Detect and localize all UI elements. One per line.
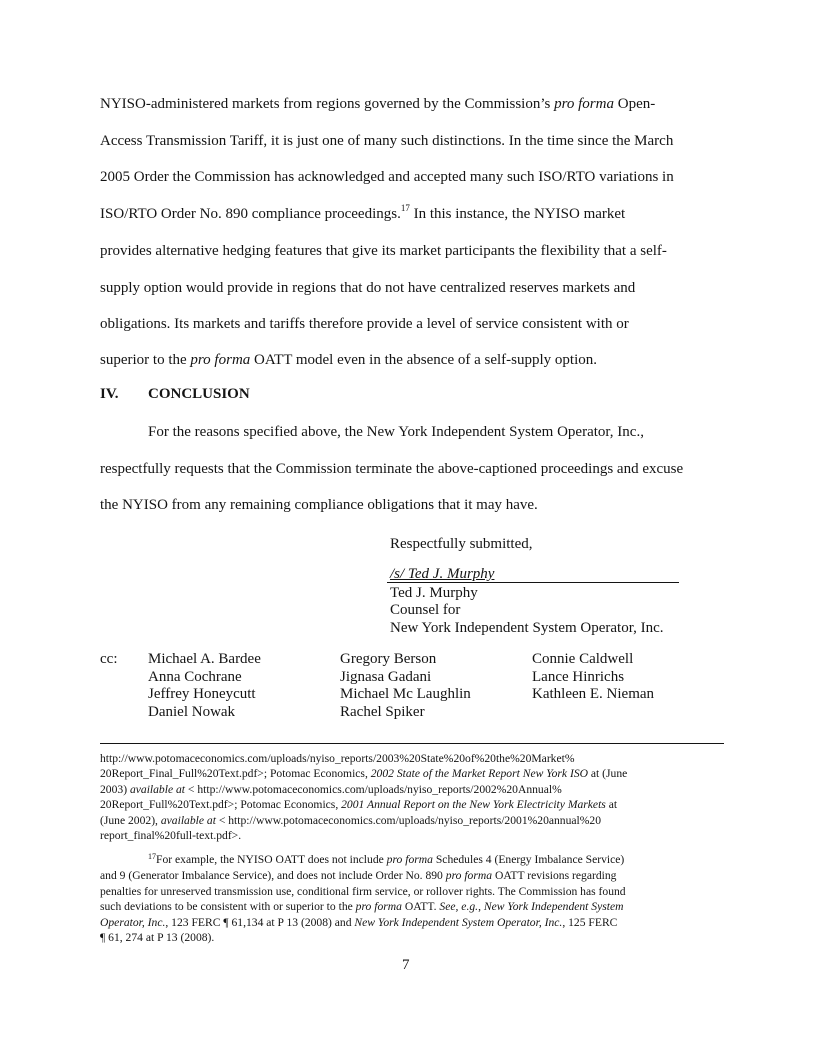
footnote-separator [100,743,724,744]
text-run: report_final%20full-text.pdf>. [100,829,242,843]
cc-recipient: Anna Cochrane [148,668,242,685]
text-run: supply option would provide in regions that do not have centralized reserves markets and [100,280,636,296]
text-run: the NYISO from any remaining compliance obligations that it may have. [100,497,538,513]
text-run: such deviations to be consistent with or superior to the [100,900,356,914]
text-run: 20Report_Final_Full%20Text.pdf>; Potomac Economics, [100,767,371,781]
italic-text: pro forma [190,352,251,368]
italic-text: 2001 Annual Report on the New York Electricity Markets [341,798,606,812]
body-line [100,168,720,186]
closing: Respectfully submitted, [390,536,533,552]
signature-slash: /s/ Ted J. Murphy [390,566,495,582]
text-run: ¶ 61, 274 at P 13 (2008). [100,931,215,945]
italic-text: available at [129,782,186,796]
italic-text: pro forma [386,853,433,866]
text-run: http://www.potomaceconomics.com/uploads/nyiso_reports/2003%20State%20of%20the%20Market% [100,752,575,765]
signer-name: Ted J. Murphy [390,585,478,601]
cc-recipient: Jeffrey Honeycutt [148,686,256,702]
footnote-17 [100,852,724,945]
signer-org: New York Independent System Operator, Inc. [390,620,664,636]
italic-text: New York Independent System Operator, Inc. [354,915,563,929]
section-number: IV. [100,386,119,402]
text-run: 2005 Order the Commission has acknowledged and accepted many such ISO/RTO variations in [100,169,674,185]
footnote-line [100,868,724,883]
text-run: NYISO-administered markets from regions governed by the Commission’s [100,96,555,112]
page-number: 7 [402,957,410,973]
text-run: < http://www.potomaceconomics.com/uploads/nyiso_reports/2001%20annual%20 [215,813,602,827]
italic-text: See, e.g. [439,900,479,914]
footnote-line [100,797,724,812]
text-run: at [605,798,618,812]
text-run: at (June [588,767,628,781]
conclusion-line [100,496,720,514]
text-run: For the reasons specified above, the New York Independent System Operator, Inc., [148,424,644,440]
section-title: CONCLUSION [148,386,250,402]
footnote-line [100,852,724,868]
text-run: (June 2002), [100,813,161,827]
text-run: OATT model even in the absence of a self-supply option. [250,352,598,368]
body-line [100,205,720,223]
text-run: , [478,900,484,914]
text-run: penalties for unreserved transmission use, conditional firm service, or rollover rights. The Commission has found [100,884,626,898]
text-run: 2003) [100,782,130,796]
cc-recipient: Michael Mc Laughlin [340,686,471,702]
text-run: < http://www.potomaceconomics.com/uploads/nyiso_reports/2002%20Annual% [185,782,562,796]
footnote-line [100,782,724,797]
footnote-line [100,930,724,945]
body-line [100,132,720,150]
text-run: , 125 FERC [562,915,618,929]
text-run: superior to the [100,352,191,368]
text-run: For example, the NYISO OATT does not include [156,853,387,866]
text-run: 20Report_Full%20Text.pdf>; Potomac Economics, [100,798,342,812]
text-run: In this instance, the NYISO market [409,206,626,222]
cc-recipient: Gregory Berson [340,651,437,667]
text-run: ISO/RTO Order No. 890 compliance proceedings. [100,206,401,222]
cc-recipient: Daniel Nowak [148,703,236,720]
italic-text: available at [160,813,216,827]
text-run: Access Transmission Tariff, it is just one of many such distinctions. In the time since the March [100,133,674,149]
cc-recipient: Michael A. Bardee [148,651,261,667]
italic-text: 2002 State of the Market Report New York ISO [370,767,589,781]
body-line [100,242,720,260]
cc-column [340,651,471,721]
text-run: and 9 (Generator Imbalance Service), and does not include Order No. 890 [100,869,446,883]
text-run: OATT. [401,900,440,914]
footnote-line [100,766,724,781]
cc-recipient: Rachel Spiker [340,703,425,720]
signature-line [387,582,679,583]
footnote-line [100,899,724,914]
text-run: Open- [613,96,656,112]
section-heading [100,385,119,403]
text-run: Schedules 4 (Energy Imbalance Service) [432,853,625,866]
italic-text: New York Independent System [483,900,624,914]
italic-text: pro forma [554,96,614,112]
cc-recipient: Lance Hinrichs [532,668,625,685]
footnote-line [100,751,724,766]
body-line [100,351,720,369]
cc-recipient: Connie Caldwell [532,651,634,667]
text-run: respectfully requests that the Commission terminate the above-captioned proceedings and excuse [100,461,684,477]
cc-recipient: Jignasa Gadani [340,668,432,685]
text-run: OATT revisions regarding [492,869,617,883]
cc-label: cc: [100,651,118,667]
signer-role: Counsel for [390,602,461,618]
italic-text: pro forma [355,900,402,914]
footnote-ref: 17 [400,203,410,213]
body-line [100,279,720,297]
footnote-line [100,915,724,930]
body-line [100,95,720,113]
footnote-line [100,813,724,828]
footnote-continuation [100,751,724,843]
italic-text: Operator, Inc. [100,915,166,929]
conclusion-line [148,423,768,441]
text-run: , 123 FERC ¶ 61,134 at P 13 (2008) and [165,915,355,929]
conclusion-line [100,460,720,478]
text-run: provides alternative hedging features that give its market participants the flexibility that a self- [100,243,667,259]
italic-text: pro forma [445,869,493,883]
body-line [100,315,720,333]
cc-recipient: Kathleen E. Nieman [532,686,655,702]
cc-column [148,651,261,721]
footnote-marker: 17 [148,852,156,861]
footnote-line [100,884,724,899]
text-run: obligations. Its markets and tariffs therefore provide a level of service consistent with or [100,316,629,332]
footnote-line [100,828,724,843]
cc-column [532,651,654,704]
